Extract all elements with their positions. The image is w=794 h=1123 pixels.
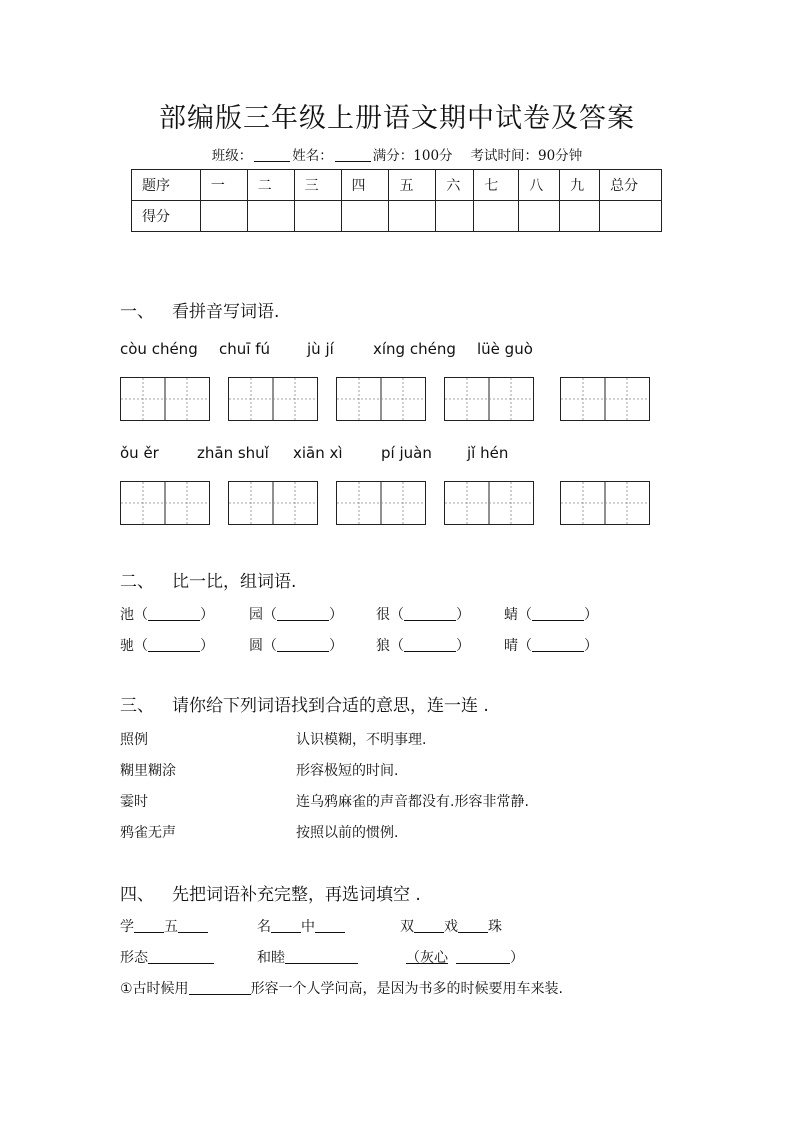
character: 圆 <box>249 638 263 654</box>
compare-item <box>120 604 214 624</box>
section-title: 先把词语补充完整，再选词填空 . <box>172 885 421 905</box>
bracket: ） <box>456 607 470 623</box>
pinyin-label: pí juàn <box>381 444 432 462</box>
bracket: （ <box>518 607 532 623</box>
fill-blank[interactable] <box>285 950 358 964</box>
section-3-heading <box>120 691 489 716</box>
score-cell[interactable] <box>436 201 474 232</box>
writing-box[interactable] <box>560 481 650 525</box>
bracket: ） <box>329 638 343 654</box>
score-table-header-row <box>132 170 662 201</box>
score-label: 满分：100分 <box>372 148 453 164</box>
idiom-fill <box>120 916 208 936</box>
writing-box[interactable] <box>120 377 210 421</box>
table-cell: 八 <box>519 170 560 201</box>
bracket: （ <box>263 638 277 654</box>
idiom-fill <box>120 947 214 967</box>
idiom-char: 和睦 <box>257 950 285 966</box>
bracket: （ <box>263 607 277 623</box>
writing-box[interactable] <box>228 377 318 421</box>
score-cell[interactable] <box>600 201 662 232</box>
idiom-char: 双 <box>400 919 414 935</box>
idiom-char: 名 <box>257 919 271 935</box>
class-blank[interactable] <box>254 149 290 162</box>
character: 晴 <box>504 638 518 654</box>
score-cell[interactable] <box>389 201 436 232</box>
fill-blank[interactable] <box>271 919 301 933</box>
idiom-char: 学 <box>120 919 134 935</box>
writing-grid-row <box>0 481 794 527</box>
compare-item <box>504 635 598 655</box>
pinyin-label: xiān xì <box>293 444 343 462</box>
name-blank[interactable] <box>335 149 371 162</box>
score-cell[interactable] <box>560 201 600 232</box>
character: 狼 <box>376 638 390 654</box>
answer-blank[interactable] <box>277 639 329 652</box>
writing-box[interactable] <box>228 481 318 525</box>
table-cell: 一 <box>200 170 247 201</box>
writing-box[interactable] <box>120 481 210 525</box>
answer-blank[interactable] <box>148 608 200 621</box>
fill-sentence <box>120 978 563 998</box>
match-word[interactable]: 糊里糊涂 <box>120 763 176 779</box>
exam-info <box>0 144 794 164</box>
bracket: ） <box>200 638 214 654</box>
fill-blank[interactable] <box>458 919 488 933</box>
pinyin-label: jù jí <box>307 340 334 358</box>
pinyin-label: jǐ hén <box>467 444 509 462</box>
character: 很 <box>376 607 390 623</box>
bracket: （ <box>390 607 404 623</box>
sentence-text: 形容一个人学问高，是因为书多的时候要用车来装. <box>250 981 564 997</box>
section-2-heading <box>120 567 296 592</box>
answer-blank[interactable] <box>148 639 200 652</box>
score-cell[interactable] <box>247 201 294 232</box>
section-number: 二、 <box>120 572 154 592</box>
fill-blank[interactable] <box>414 919 444 933</box>
fill-blank[interactable] <box>456 950 510 964</box>
compare-item <box>504 604 598 624</box>
fill-blank[interactable] <box>315 919 345 933</box>
fill-blank[interactable] <box>189 981 251 995</box>
idiom-fill <box>257 916 345 936</box>
score-table-score-row <box>132 201 662 232</box>
section-title: 看拼音写词语. <box>172 302 280 322</box>
idiom-char: 戏 <box>444 919 458 935</box>
section-number: 一、 <box>120 302 154 322</box>
bracket: ） <box>584 638 598 654</box>
bracket: ） <box>200 607 214 623</box>
section-number: 三、 <box>120 696 154 716</box>
idiom-char: ） <box>510 950 524 966</box>
bracket: ） <box>329 607 343 623</box>
time-label: 考试时间：90分钟 <box>470 148 583 164</box>
score-table <box>131 169 662 232</box>
section-title: 请你给下列词语找到合适的意思，连一连 . <box>172 696 489 716</box>
table-cell: 六 <box>436 170 474 201</box>
score-cell[interactable] <box>474 201 519 232</box>
idiom-char: 五 <box>164 919 178 935</box>
page-title: 部编版三年级上册语文期中试卷及答案 <box>159 103 635 134</box>
writing-box[interactable] <box>444 481 534 525</box>
score-cell[interactable] <box>294 201 341 232</box>
fill-blank[interactable] <box>134 919 164 933</box>
bracket: （ <box>134 607 148 623</box>
match-word[interactable]: 照例 <box>120 732 148 748</box>
idiom-fill <box>400 916 502 936</box>
character: 园 <box>249 607 263 623</box>
class-label: 班级： <box>211 148 253 164</box>
section-title: 比一比，组词语. <box>172 572 297 592</box>
idiom-char: 中 <box>301 919 315 935</box>
writing-box[interactable] <box>444 377 534 421</box>
match-meaning[interactable]: 认识模糊，不明事理. <box>296 732 427 748</box>
score-cell[interactable] <box>200 201 247 232</box>
writing-grid-row <box>0 377 794 423</box>
match-word[interactable]: 霎时 <box>120 794 148 810</box>
score-cell[interactable] <box>519 201 560 232</box>
table-cell: 三 <box>294 170 341 201</box>
table-cell: 总分 <box>600 170 662 201</box>
answer-blank[interactable] <box>404 639 456 652</box>
section-4-heading <box>120 880 421 905</box>
idiom-char: 形态 <box>120 950 148 966</box>
table-cell: 四 <box>341 170 389 201</box>
answer-blank[interactable] <box>532 639 584 652</box>
table-cell: 得分 <box>132 201 201 232</box>
match-meaning[interactable]: 形容极短的时间. <box>296 763 399 779</box>
fill-blank[interactable] <box>148 950 214 964</box>
pinyin-label: xíng chéng <box>373 340 456 358</box>
table-cell: 九 <box>560 170 600 201</box>
writing-box[interactable] <box>336 481 426 525</box>
compare-item <box>120 635 214 655</box>
pinyin-label: còu chéng <box>120 340 198 358</box>
table-cell: 二 <box>247 170 294 201</box>
answer-blank[interactable] <box>277 608 329 621</box>
compare-item <box>376 635 470 655</box>
writing-box[interactable] <box>336 377 426 421</box>
table-cell: 题序 <box>132 170 201 201</box>
character: 蜻 <box>504 607 518 623</box>
table-cell: 七 <box>474 170 519 201</box>
section-1-heading <box>120 297 279 322</box>
sentence-text: ①古时候用 <box>120 981 189 997</box>
bracket: （ <box>134 638 148 654</box>
writing-box[interactable] <box>560 377 650 421</box>
idiom-char: （灰心 <box>406 950 448 966</box>
idiom-fill <box>406 947 524 967</box>
pinyin-label: zhān shuǐ <box>197 444 269 462</box>
bracket: （ <box>518 638 532 654</box>
bracket: ） <box>584 607 598 623</box>
compare-item <box>249 635 343 655</box>
idiom-char: 珠 <box>488 919 502 935</box>
name-label: 姓名： <box>292 148 333 164</box>
bracket: ） <box>456 638 470 654</box>
match-meaning[interactable]: 连乌鸦麻雀的声音都没有.形容非常静. <box>296 794 529 810</box>
character: 驰 <box>120 638 134 654</box>
answer-blank[interactable] <box>404 608 456 621</box>
character: 池 <box>120 607 134 623</box>
fill-blank[interactable] <box>178 919 208 933</box>
pinyin-label: ǒu ěr <box>120 444 159 462</box>
table-cell: 五 <box>389 170 436 201</box>
compare-item <box>376 604 470 624</box>
answer-blank[interactable] <box>532 608 584 621</box>
bracket: （ <box>390 638 404 654</box>
pinyin-label: chuī fú <box>219 340 270 358</box>
match-word[interactable]: 鸦雀无声 <box>120 825 176 841</box>
compare-item <box>249 604 343 624</box>
match-meaning[interactable]: 按照以前的惯例. <box>296 825 399 841</box>
idiom-fill <box>257 947 358 967</box>
pinyin-label: lüè guò <box>477 340 533 358</box>
section-number: 四、 <box>120 885 154 905</box>
score-cell[interactable] <box>341 201 389 232</box>
